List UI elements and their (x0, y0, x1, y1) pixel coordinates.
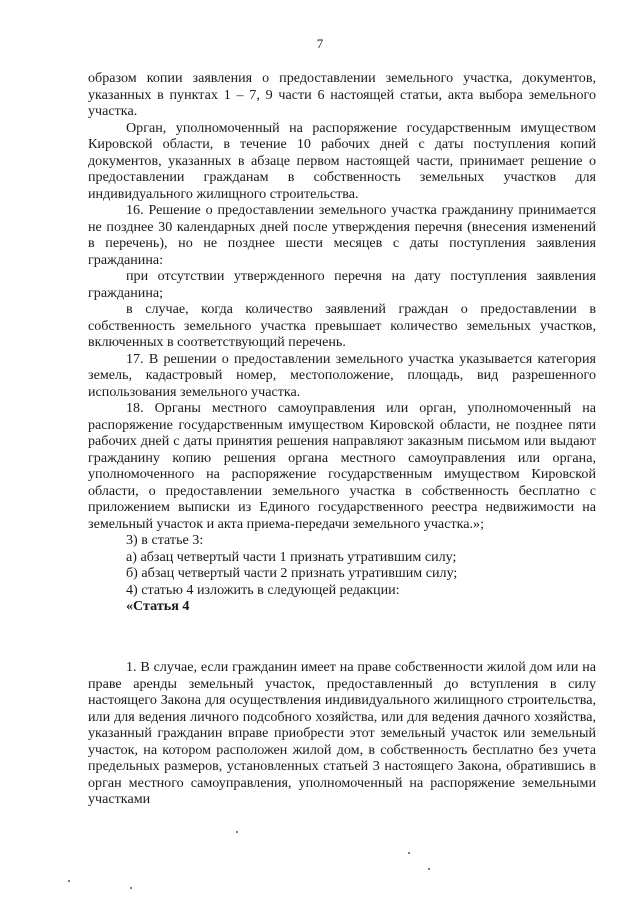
paragraph: образом копии заявления о предоставлении земельного участка, документов, указанных в пунктах 1 – 7, 9 части 6 настоящей статьи, акта выбора земельного участка. (88, 70, 596, 119)
paragraph: 17. В решении о предоставлении земельного участка указывается категория земель, кадастровый номер, местоположение, площадь, вид разрешенного использования земельного участка. (88, 350, 596, 400)
scan-speck (236, 831, 238, 833)
page-number: 7 (316, 36, 324, 51)
scan-speck (130, 887, 132, 889)
paragraph: при отсутствии утвержденного перечня на дату поступления заявления гражданина; (88, 268, 596, 301)
paragraph: Орган, уполномоченный на распоряжение государственным имуществом Кировской области, в течение 10 рабочих дней с даты поступления копий документов, указанных в абзаце первом настоящей части, принимает решение о предоставлении гражданам в собственность земельных участков для индивидуального жилищного строительства. (88, 119, 596, 202)
document-body-top (88, 70, 596, 615)
paragraph: 4) статью 4 изложить в следующей редакции: (126, 581, 400, 598)
scan-speck (68, 880, 70, 882)
paragraph: 18. Органы местного самоуправления или орган, уполномоченный на распоряжение государственным имуществом Кировской области, не позднее пяти рабочих дней с даты принятия решения направляют заказным письмом или выдают гражданину копию решения органа местного самоуправления или органа, уполномоченного на распоряжение государственным имуществом Кировской области, о предоставлении земельного участка в собственность бесплатно с приложением выписки из Единого государственного реестра недвижимости на земельный участок и акта приема-передачи земельного участка.»; (88, 400, 596, 532)
scan-speck (408, 852, 410, 854)
paragraph: 1. В случае, если гражданин имеет на праве собственности жилой дом или на праве аренды земельный участок, предоставленный до вступления в силу настоящего Закона для осуществления индивидуального жилищного строительства, или для ведения личного подсобного хозяйства, или для ведения дачного хозяйства, указанный гражданин вправе приобрести этот земельный участок или земельный участок, на котором расположен жилой дом, в собственность бесплатно без учета предельных размеров, установленных статьей 3 настоящего Закона, обратившись в орган местного самоуправления, уполномоченный на распоряжение земельными участками (88, 659, 596, 807)
article-heading: «Статья 4 (126, 598, 190, 614)
paragraph: в случае, когда количество заявлений граждан о предоставлении в собственность земельного участка превышает количество земельных участков, включенных в соответствующий перечень. (88, 301, 596, 350)
paragraph: 3) в статье 3: (126, 532, 204, 548)
paragraph: 16. Решение о предоставлении земельного участка гражданину принимается не позднее 30 календарных дней после утверждения перечня (внесения изменений в перечень), но не позднее шести месяцев с даты поступления заявления гражданина: (88, 202, 596, 268)
paragraph: б) абзац четвертый части 2 признать утратившим силу; (126, 565, 458, 581)
paragraph: а) абзац четвертый части 1 признать утратившим силу; (126, 548, 457, 565)
document-body-bottom (88, 659, 596, 808)
scan-speck (428, 868, 430, 870)
